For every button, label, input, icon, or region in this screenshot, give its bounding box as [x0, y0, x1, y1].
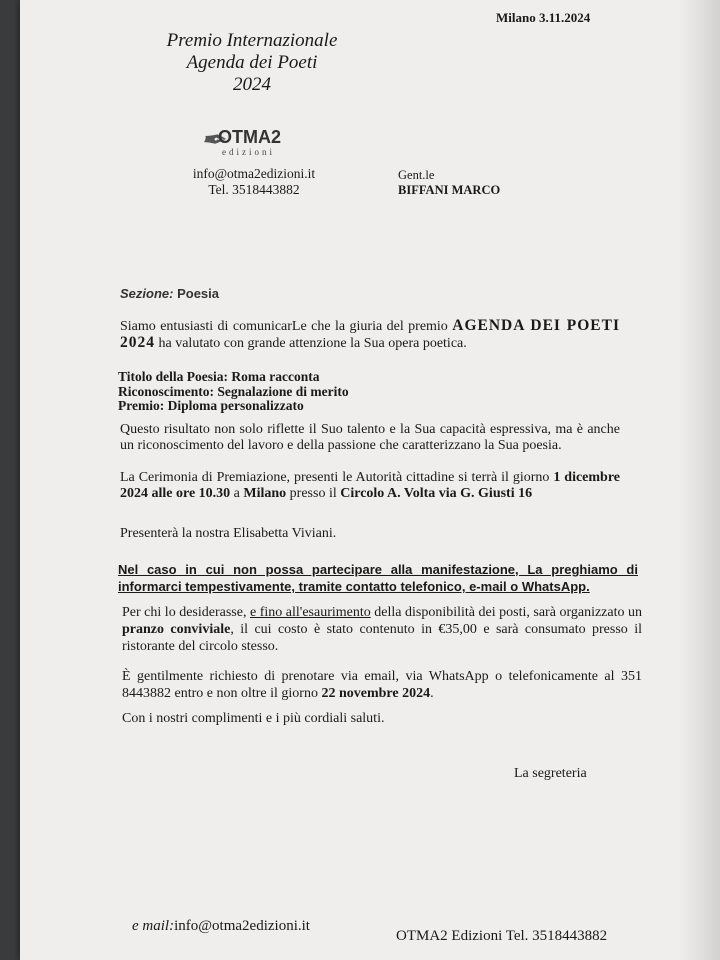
- detail-recognition-value: Segnalazione di merito: [217, 383, 349, 399]
- recipient-block: [398, 168, 500, 198]
- footer-publisher: OTMA2 Edizioni Tel. 3518443882: [396, 928, 608, 944]
- section-value: Poesia: [177, 286, 220, 301]
- ceremony-venue: Circolo A. Volta via G. Giusti 16: [340, 486, 533, 501]
- booking-paragraph: [122, 668, 642, 702]
- recipient-name: BIFFANI MARCO: [398, 183, 501, 197]
- award-details: [118, 370, 349, 414]
- signature: La segreteria: [514, 766, 587, 781]
- footer-email: [132, 918, 310, 935]
- header-email: info@otma2edizioni.it: [192, 166, 316, 181]
- booking-text-a: È gentilmente richiesto di prenotare via email, via WhatsApp o telefonicamente al 351 8443882 entro e non oltre il giorno: [122, 669, 642, 701]
- lunch-text-e: , il cui costo è stato contenuto in €35,00 e sarà consumato presso il ristorante del circolo stesso.: [122, 622, 642, 654]
- recipient-salutation: Gent.le: [398, 168, 435, 182]
- lunch-text-c: della disponibilità dei posti, sarà organizzato un: [374, 605, 643, 620]
- lunch-name: pranzo conviviale: [122, 622, 231, 637]
- letter-paper: [20, 0, 720, 960]
- intro-text-c: ha valutato con grande attenzione la Sua opera poetica.: [158, 336, 467, 351]
- detail-title-value: Roma racconta: [231, 369, 320, 384]
- lunch-paragraph: [122, 604, 642, 655]
- detail-prize: [118, 399, 349, 414]
- header-contact: [174, 166, 334, 198]
- intro-text-a: Siamo entusiasti di comunicarLe che la giuria del premio: [120, 319, 448, 334]
- attendance-notice: Nel caso in cui non possa partecipare alla manifestazione, La preghiamo di informarci tempestivamente, tramite contatto telefonico, e-mail o WhatsApp.: [118, 562, 638, 594]
- detail-prize-label: Premio:: [118, 398, 165, 413]
- ceremony-text-c: a: [233, 486, 240, 501]
- prize-line-2: Agenda dei Poeti: [186, 52, 318, 73]
- section-line: [120, 286, 219, 301]
- detail-title-label: Titolo della Poesia:: [118, 369, 228, 384]
- detail-title: [118, 370, 349, 385]
- prize-line-1: Premio Internazionale: [166, 30, 338, 51]
- ceremony-paragraph: [120, 470, 620, 502]
- page-shadow: [680, 0, 720, 960]
- detail-recognition-label: Riconoscimento:: [118, 383, 214, 399]
- closing-line: Con i nostri complimenti e i più cordiali saluti.: [122, 711, 385, 726]
- prize-line-3: 2024: [233, 74, 271, 95]
- section-label: Sezione:: [120, 286, 174, 301]
- prize-title: [142, 30, 362, 96]
- booking-text-c: .: [430, 686, 434, 701]
- result-paragraph: Questo risultato non solo riflette il Suo talento e la Sua capacità espressiva, ma è anche un riconoscimento del lavoro e della passione che caratterizzano la Sua poesia.: [120, 422, 620, 453]
- lunch-text-b: e fino all'esaurimento: [250, 605, 371, 620]
- ceremony-date: 1 dicembre 2024 alle ore 10.30: [120, 470, 621, 501]
- quill-icon: ✒: [200, 124, 226, 157]
- footer-email-value: info@otma2edizioni.it: [174, 918, 310, 934]
- letter-date: Milano 3.11.2024: [496, 10, 591, 25]
- logo-subtitle: edizioni: [222, 147, 275, 157]
- footer-email-label: e mail:: [132, 918, 175, 934]
- intro-paragraph: [120, 318, 620, 352]
- detail-prize-value: Diploma personalizzato: [167, 398, 304, 413]
- ceremony-text-e: presso il: [289, 486, 337, 501]
- presenter-line: Presenterà la nostra Elisabetta Viviani.: [120, 526, 337, 541]
- header-phone: Tel. 3518443882: [208, 182, 300, 197]
- logo-name: OTMA2: [218, 127, 281, 147]
- detail-recognition: [118, 385, 349, 400]
- booking-deadline: 22 novembre 2024: [321, 686, 431, 701]
- ceremony-text-a: La Cerimonia di Premiazione, presenti le Autorità cittadine si terrà il giorno: [120, 470, 550, 485]
- otma2-logo: [200, 117, 310, 163]
- prize-name-bold: AGENDA DEI POETI 2024: [120, 317, 620, 351]
- ceremony-city: Milano: [243, 486, 287, 501]
- lunch-text-a: Per chi lo desiderasse,: [122, 605, 247, 620]
